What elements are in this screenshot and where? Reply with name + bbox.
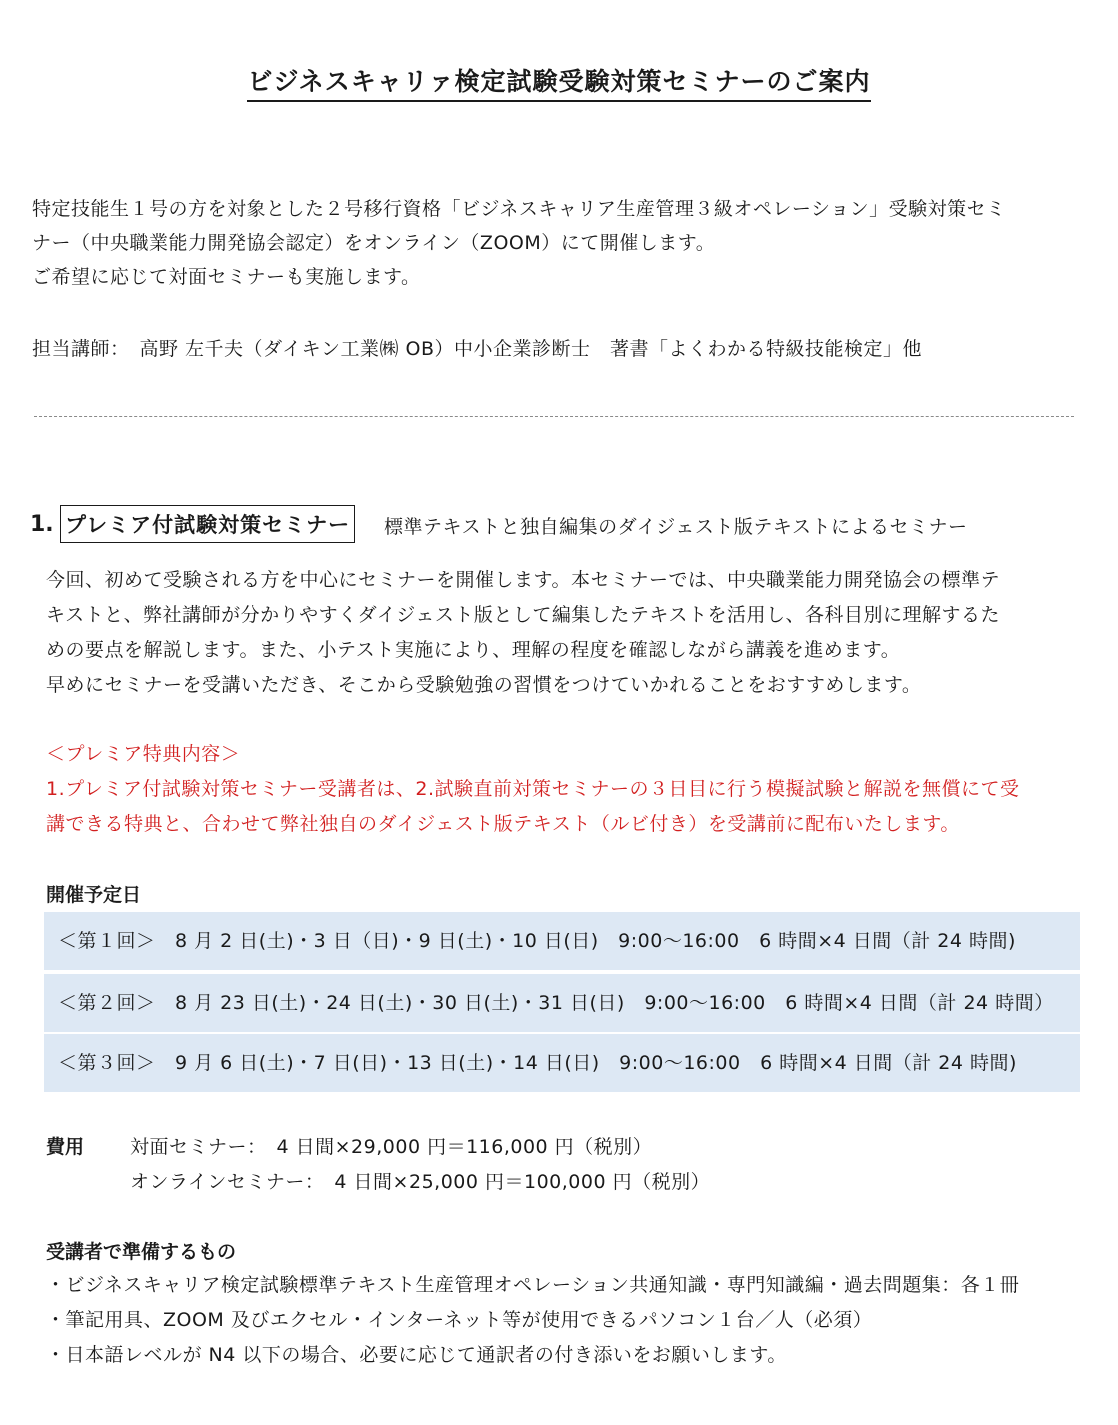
section-body-line-1: 今回、初めて受験される方を中心にセミナーを開催します。本セミナーでは、中央職業能力開発協会の標準テ (46, 569, 1000, 591)
section-subtitle: 標準テキストと独自編集のダイジェスト版テキストによるセミナー (384, 516, 968, 538)
section-body-line-2: キストと、弊社講師が分かりやすくダイジェスト版として編集したテキストを活用し、各科目別に理解するた (46, 604, 1000, 626)
section-body-line-3: めの要点を解説します。また、小テスト実施により、理解の程度を確認しながら講義を進めます。 (46, 639, 901, 661)
prep-item: ・筆記用具、ZOOM 及びエクセル・インターネット等が使用できるパソコン１台／人（必須） (46, 1309, 873, 1331)
prep-item: ・日本語レベルが N4 以下の場合、必要に応じて通訳者の付き添いをお願いします。 (46, 1344, 787, 1366)
dashed-divider (34, 416, 1074, 417)
fee-online: オンラインセミナー： 4 日間×25,000 円＝100,000 円（税別） (130, 1171, 711, 1193)
premium-heading: ＜プレミア特典内容＞ (46, 743, 241, 765)
schedule-row: ＜第１回＞ 8 月 2 日(土)・3 日（日)・9 日(土)・10 日(日) 9:00～16:00 6 時間×4 日間（計 24 時間) (44, 912, 1080, 970)
schedule-row: ＜第３回＞ 9 月 6 日(土)・7 日(日)・13 日(土)・14 日(日) 9:00～16:00 6 時間×4 日間（計 24 時間) (44, 1034, 1080, 1092)
section-body-line-4: 早めにセミナーを受講いただき、そこから受験勉強の習慣をつけていかれることをおすすめします。 (46, 674, 922, 696)
instructor-line: 担当講師： 高野 左千夫（ダイキン工業㈱ OB）中小企業診断士 著書「よくわかる特級技能検定」他 (32, 338, 923, 360)
fee-inperson: 対面セミナー： 4 日間×29,000 円＝116,000 円（税別） (130, 1136, 653, 1158)
page-title-text: ビジネスキャリァ検定試験受験対策セミナーのご案内 (247, 67, 870, 102)
premium-line-1: 1.プレミア付試験対策セミナー受講者は、2.試験直前対策セミナーの３日目に行う模擬試験と解説を無償にて受 (46, 778, 1020, 800)
intro-line-2: ナー（中央職業能力開発協会認定）をオンライン（ZOOM）にて開催します。 (32, 232, 716, 254)
section-number: 1. (30, 512, 54, 537)
page-title (0, 62, 1118, 98)
intro-line-3: ご希望に応じて対面セミナーも実施します。 (32, 266, 421, 288)
schedule-row: ＜第２回＞ 8 月 23 日(土)・24 日(土)・30 日(土)・31 日(日) 9:00～16:00 6 時間×4 日間（計 24 時間） (44, 974, 1080, 1032)
intro-line-1: 特定技能生１号の方を対象とした２号移行資格「ビジネスキャリア生産管理３級オペレーション」受験対策セミ (32, 198, 1006, 220)
schedule-label: 開催予定日 (46, 884, 142, 906)
prep-item: ・ビジネスキャリア検定試験標準テキスト生産管理オペレーション共通知識・専門知識編・過去問題集：各１冊 (46, 1274, 1020, 1296)
premium-line-2: 講できる特典と、合わせて弊社独自のダイジェスト版テキスト（ルビ付き）を受講前に配布いたします。 (46, 813, 960, 835)
section-title-box: プレミア付試験対策セミナー (60, 505, 355, 543)
fee-label: 費用 (46, 1136, 85, 1158)
prep-label: 受講者で準備するもの (46, 1241, 237, 1263)
